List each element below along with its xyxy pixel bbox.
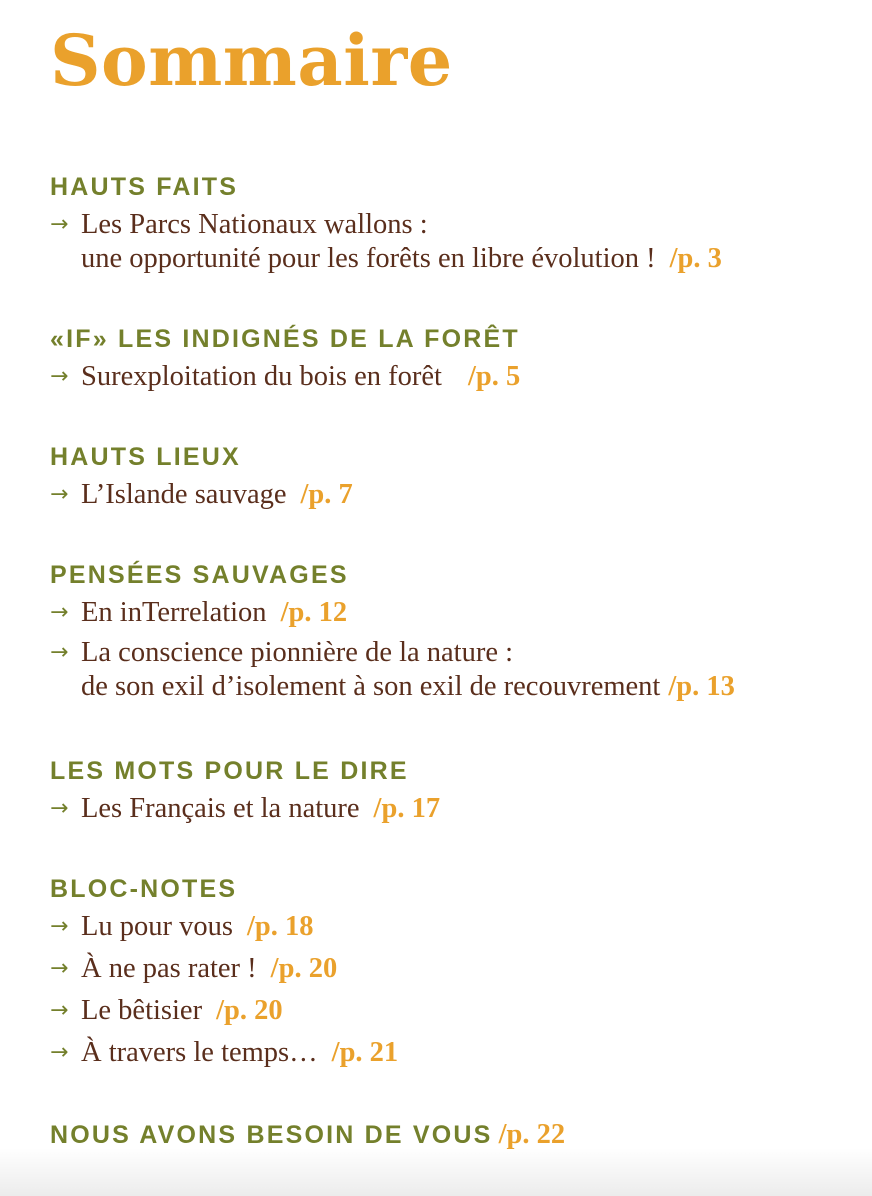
toc-entry-a-travers-le-temps[interactable] — [50, 1036, 852, 1070]
section-heading: HAUTS FAITS — [50, 173, 239, 201]
entry-text: Lu pour vous — [81, 911, 233, 942]
toc-entry-francais-nature[interactable] — [50, 792, 852, 826]
entry-text: En inTerrelation — [81, 597, 267, 628]
section-heading: HAUTS LIEUX — [50, 443, 241, 471]
page-reference: /p. 18 — [247, 911, 314, 942]
page-reference: /p. 12 — [280, 597, 348, 628]
toc-entry-ne-pas-rater[interactable] — [50, 952, 852, 986]
entry-text: Surexploitation du bois en forêt — [81, 361, 442, 392]
entry-text-line — [81, 596, 852, 630]
toc-entry-betisier[interactable] — [50, 994, 852, 1028]
page-reference: /p. 21 — [331, 1037, 399, 1068]
toc-entry-conscience-pionniere[interactable] — [50, 636, 852, 704]
arrow-right-icon: → — [50, 600, 69, 625]
arrow-right-icon: → — [50, 956, 69, 981]
section-heading: LES MOTS POUR LE DIRE — [50, 757, 409, 785]
toc-entry-islande[interactable] — [50, 478, 852, 512]
entry-text-line — [81, 242, 852, 276]
section-les-mots — [50, 756, 852, 826]
section-heading — [50, 1120, 852, 1150]
entry-text: une opportunité pour les forêts en libre évolution ! — [81, 243, 656, 274]
entry-text: À travers le temps… — [81, 1037, 318, 1068]
toc-entry-surexploitation[interactable] — [50, 360, 852, 394]
entry-text-line — [81, 360, 852, 394]
page-reference: /p. 3 — [669, 243, 722, 274]
page-reference: /p. 20 — [216, 995, 283, 1026]
entry-text: Le bêtisier — [81, 995, 203, 1026]
heading-text: NOUS AVONS BESOIN DE VOUS — [50, 1121, 493, 1149]
arrow-right-icon: → — [50, 998, 69, 1023]
page-reference: /p. 22 — [498, 1119, 566, 1150]
entry-text-line — [81, 1036, 852, 1070]
page-reference: /p. 5 — [467, 361, 521, 392]
page-reference: /p. 7 — [300, 479, 353, 510]
section-pensees-sauvages — [50, 560, 852, 704]
page-bottom-shade — [0, 1148, 872, 1196]
entry-text-line — [81, 670, 852, 704]
page-reference: /p. 17 — [373, 793, 441, 824]
section-heading: PENSÉES SAUVAGES — [50, 561, 349, 589]
section-hauts-lieux — [50, 442, 852, 512]
entry-text-line — [81, 994, 852, 1028]
section-if-indignes — [50, 324, 852, 394]
toc-entry-lu-pour-vous[interactable] — [50, 910, 852, 944]
entry-text: L’Islande sauvage — [81, 479, 287, 510]
toc-entry-interrelation[interactable] — [50, 596, 852, 630]
arrow-right-icon: → — [50, 914, 69, 939]
arrow-right-icon: → — [50, 364, 69, 389]
entry-text: Les Français et la nature — [81, 793, 360, 824]
page-reference: /p. 13 — [668, 671, 735, 702]
toc-entry-parcs-nationaux[interactable] — [50, 208, 852, 276]
entry-text-line — [81, 910, 852, 944]
entry-text: de son exil d’isolement à son exil de recouvrement — [81, 671, 661, 702]
entry-text-line — [81, 478, 852, 512]
section-bloc-notes — [50, 874, 852, 1070]
entry-text-line — [81, 952, 852, 986]
entry-text-line: La conscience pionnière de la nature : — [81, 637, 514, 668]
arrow-right-icon: → — [50, 640, 69, 665]
arrow-right-icon: → — [50, 1040, 69, 1065]
section-hauts-faits — [50, 172, 852, 276]
section-heading: BLOC-NOTES — [50, 875, 238, 903]
arrow-right-icon: → — [50, 212, 69, 237]
arrow-right-icon: → — [50, 482, 69, 507]
arrow-right-icon: → — [50, 796, 69, 821]
entry-text-line: Les Parcs Nationaux wallons : — [81, 209, 428, 240]
page-reference: /p. 20 — [270, 953, 338, 984]
entry-text-line — [81, 792, 852, 826]
entry-text: À ne pas rater ! — [81, 953, 257, 984]
page-title: Sommaire — [50, 19, 453, 102]
section-heading: «IF» LES INDIGNÉS DE LA FORÊT — [50, 325, 520, 353]
section-nous-avons-besoin[interactable] — [50, 1120, 852, 1150]
